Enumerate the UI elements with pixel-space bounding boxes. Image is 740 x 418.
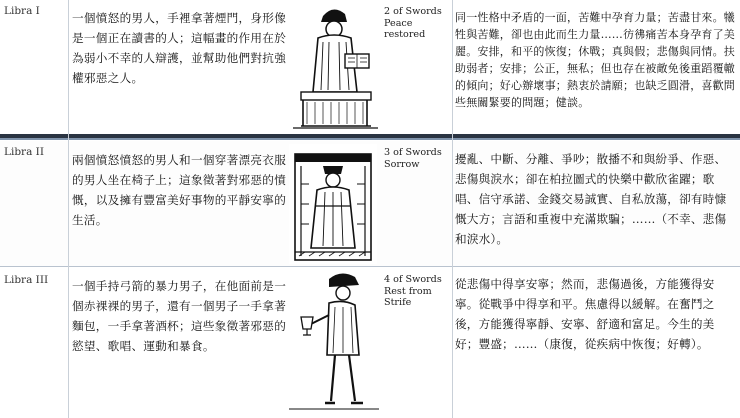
- table-row: [0, 0, 740, 134]
- row-divider: [0, 138, 740, 140]
- card-title: 2 of Swords Peace restored: [384, 6, 442, 40]
- decan-label: Libra II: [4, 146, 44, 158]
- card-meaning: 擾亂、中斷、分離、爭吵；散播不和與紛爭、作惡、悲傷與淚水；卻在柏拉圖式的快樂中歡欣雀躍；歌唱、信守承諾、金錢交易誠實、自私放蕩，卻有時慷慨大方；言語和重複中充滿欺騙；……（不幸、悲傷和淚水）。: [455, 152, 727, 246]
- column-divider: [452, 0, 453, 418]
- woodcut-illustration: [293, 2, 378, 130]
- decan-description: 一個手持弓箭的暴力男子，在他面前是一個赤裸裸的男子，還有一個男子一手拿著麵包，一手拿著酒杯；這些象徵著邪惡的慾望、歌唱、運動和暴食。: [72, 279, 287, 353]
- column-divider: [68, 0, 69, 418]
- table-row: [0, 267, 740, 418]
- decan-description: 一個憤怒的男人，手裡拿著煙門，身形像是一個正在讀書的人；這幅畫的作用在於為弱小不幸的人辯護，並幫助他們對抗強權邪惡之人。: [72, 11, 287, 85]
- decan-label: Libra III: [4, 274, 49, 286]
- woodcut-illustration: [289, 269, 379, 415]
- card-title: 3 of Swords Sorrow: [384, 147, 442, 170]
- card-meaning: 同一性格中矛盾的一面，苦難中孕育力量；苦盡甘來。犧牲與苦難，卻也由此而生力量……彷彿痛苦本身孕育了美麗。安排，和平的恢復；休戰；真與假；悲傷與同情。扶助弱者；安排；公正，無私；但也存在被敵免後重蹈覆轍的傾向；好心辦壞事；熱衷於請願；也缺乏圓滑，喜歡問些無關緊要的問題；健談。: [455, 11, 735, 109]
- woodcut-illustration: [289, 144, 377, 264]
- decan-description: 兩個憤怒憤怒的男人和一個穿著漂亮衣服的男人坐在椅子上；這象徵著對邪惡的憤慨，以及擁有豐富美好事物的平靜安寧的生活。: [72, 153, 287, 227]
- table-row: [0, 141, 740, 266]
- card-meaning: 從悲傷中得享安寧；然而，悲傷過後，方能獲得安寧。從戰爭中得享和平。焦慮得以緩解。在奮鬥之後，方能獲得寧靜、安寧、舒適和富足。今生的美好；豐盛；……（康復，從疾病中恢復；好轉）。: [455, 277, 715, 351]
- decan-label: Libra I: [4, 5, 40, 17]
- card-title: 4 of Swords Rest from Strife: [384, 274, 442, 308]
